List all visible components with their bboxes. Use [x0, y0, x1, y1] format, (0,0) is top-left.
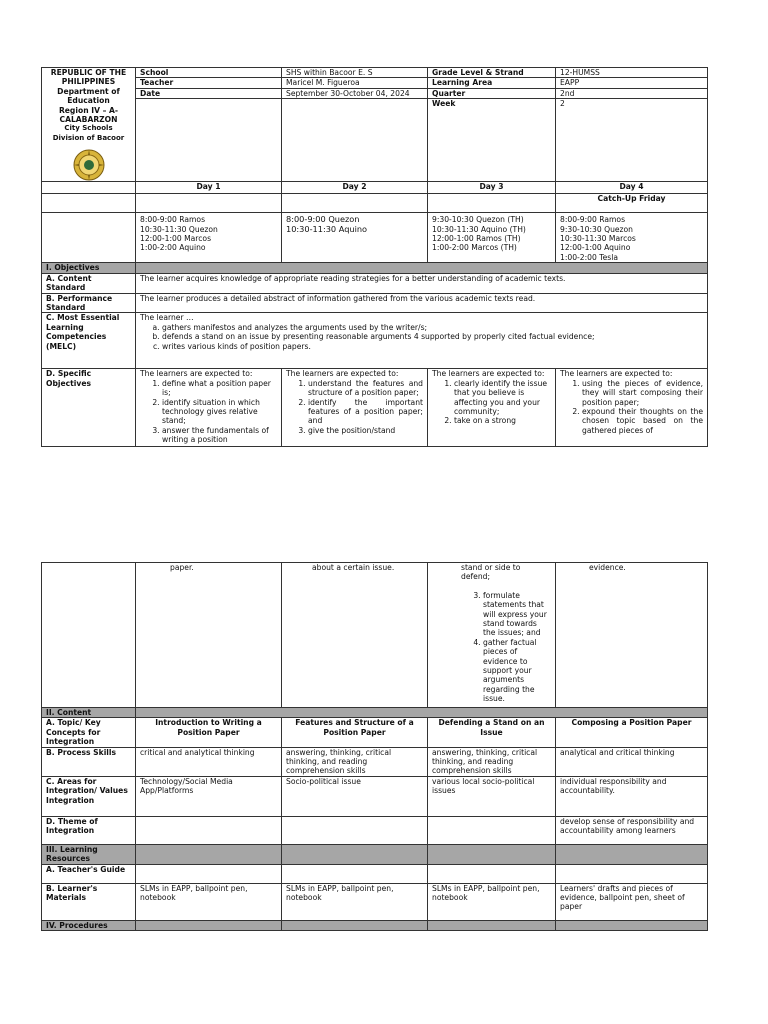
- teacher-label: Teacher: [136, 78, 282, 88]
- performance-standard-text: The learner produces a detailed abstract of information gathered from the various academic texts read.: [136, 293, 708, 313]
- schedule-entry: 10:30-11:30 Quezon: [140, 224, 218, 234]
- areas-day3: various local socio-political issues: [428, 776, 556, 816]
- schedule-entry: 8:00-9:00 Ramos: [140, 215, 206, 225]
- topic-day4: Composing a Position Paper: [556, 718, 708, 747]
- list-item: 1. understand the features and structure of a position paper;: [308, 379, 423, 398]
- continued-day2: about a certain issue.: [282, 563, 428, 708]
- teachers-guide-label: A. Teacher's Guide: [42, 864, 136, 883]
- content-standard-label: A. Content Standard: [42, 273, 136, 293]
- materials-day2: SLMs in EAPP, ballpoint pen, notebook: [282, 883, 428, 920]
- list-item: b. defends a stand on an issue by presenting reasonable arguments 4 supported by properly cited factual evidence;: [162, 332, 703, 341]
- section-objectives: I. Objectives: [42, 263, 136, 273]
- lesson-plan-table-page2: [41, 562, 708, 931]
- schedule-entry: 8:00-9:00 Quezon: [286, 214, 360, 225]
- objectives-list: [432, 379, 551, 426]
- list-item: 1. clearly identify the issue that you believe is affecting you and your community;: [454, 379, 551, 417]
- schedule-entry: 10:30-11:30 Aquino: [286, 223, 368, 234]
- areas-day1: Technology/Social Media App/Platforms: [136, 776, 282, 816]
- schedule-entry: 10:30-11:30 Marcos: [560, 234, 636, 244]
- list-item: 2. identify the important features of a position paper; and: [308, 398, 423, 426]
- school-label: School: [136, 68, 282, 78]
- list-item: c. writes various kinds of position papers.: [162, 342, 703, 351]
- list-item: 4. gather factual pieces of evidence to support your arguments regarding the issue.: [483, 638, 551, 704]
- area-label: Learning Area: [428, 78, 556, 88]
- continued-day3: [428, 563, 556, 708]
- schedule-entry: 1:00-2:00 Aquino: [140, 243, 206, 253]
- list-item: 3. formulate statements that will express your stand towards the issues; and: [483, 591, 551, 638]
- day-header-4: Day 4: [556, 182, 708, 194]
- learners-materials-label: B. Learner's Materials: [42, 883, 136, 920]
- schedule-entry: 12:00-1:00 Aquino: [560, 243, 631, 253]
- schedule-entry: 10:30-11:30 Aquino (TH): [432, 224, 526, 234]
- theme-day1: [136, 816, 282, 844]
- list-item: 1. define what a position paper is;: [162, 379, 277, 398]
- topic-label: A. Topic/ Key Concepts for Integration: [42, 718, 136, 747]
- process-day1: critical and analytical thinking: [136, 747, 282, 776]
- process-day3: answering, thinking, critical thinking, and reading comprehension skills: [428, 747, 556, 776]
- quarter-value: 2nd: [556, 88, 708, 98]
- quarter-label: Quarter: [428, 88, 556, 98]
- week-value: 2: [556, 99, 708, 182]
- schedule-entry: 9:30-10:30 Quezon: [560, 224, 633, 234]
- specific-objectives-day1: [136, 369, 282, 447]
- date-label: Date: [136, 88, 282, 98]
- division-line-2: Division of Bacoor: [52, 133, 125, 142]
- list-item: 3. give the position/stand: [308, 426, 423, 435]
- theme-integration-label: D. Theme of Integration: [42, 816, 136, 844]
- continued-day1: paper.: [136, 563, 282, 708]
- day-header-1: Day 1: [136, 182, 282, 194]
- schedule-entry: 12:00-1:00 Marcos: [140, 234, 212, 244]
- section-content: II. Content: [42, 708, 136, 718]
- deped-header-cell: [42, 68, 136, 182]
- catch-up-friday-label: Catch-Up Friday: [556, 194, 708, 213]
- objectives-intro: The learners are expected to:: [560, 369, 673, 379]
- list-item: a. gathers manifestos and analyzes the arguments used by the writer/s;: [162, 323, 703, 332]
- areas-integration-label: C. Areas for Integration/ Values Integration: [42, 776, 136, 816]
- section-procedures: IV. Procedures: [42, 920, 136, 930]
- list-item: 2. expound their thoughts on the chosen topic based on the gathered pieces of: [582, 407, 703, 435]
- lesson-plan-table-page1: [41, 67, 708, 447]
- list-item: 1. using the pieces of evidence, they will start composing their position paper;: [582, 379, 703, 407]
- org-name-1: REPUBLIC OF THE PHILIPPINES: [50, 68, 127, 87]
- schedule-day2: [282, 213, 428, 263]
- week-label: Week: [428, 99, 556, 182]
- schedule-entry: 12:00-1:00 Ramos (TH): [432, 234, 521, 244]
- topic-day3: Defending a Stand on an Issue: [428, 718, 556, 747]
- day-header-2: Day 2: [282, 182, 428, 194]
- org-name-2: Department of Education: [57, 86, 120, 106]
- objectives-intro: The learners are expected to:: [140, 369, 253, 379]
- school-value: SHS within Bacoor E. S: [282, 68, 428, 78]
- objectives-list: [286, 379, 423, 435]
- list-item: 2. take on a strong: [454, 416, 551, 425]
- theme-day2: [282, 816, 428, 844]
- schedule-entry: 1:00-2:00 Tesla: [560, 252, 618, 262]
- process-skills-label: B. Process Skills: [42, 747, 136, 776]
- schedule-entry: 9:30-10:30 Quezon (TH): [432, 215, 524, 225]
- continued-text: stand or side to defend;: [461, 563, 521, 582]
- specific-objectives-label: D. Specific Objectives: [42, 369, 136, 447]
- topic-day2: Features and Structure of a Position Paper: [282, 718, 428, 747]
- area-value: EAPP: [556, 78, 708, 88]
- melc-cell: [136, 313, 708, 369]
- melc-intro: The learner …: [140, 313, 194, 323]
- objectives-list: [461, 591, 551, 704]
- teacher-value: Maricel M. Figueroa: [282, 78, 428, 88]
- materials-day1: SLMs in EAPP, ballpoint pen, notebook: [136, 883, 282, 920]
- objectives-list: [560, 379, 703, 435]
- materials-day3: SLMs in EAPP, ballpoint pen, notebook: [428, 883, 556, 920]
- theme-day4: develop sense of responsibility and accountability among learners: [556, 816, 708, 844]
- schedule-day1: [136, 213, 282, 263]
- schedule-day4: [556, 213, 708, 263]
- section-learning-resources: III. Learning Resources: [42, 844, 136, 864]
- list-item: 2. identify situation in which technology gives relative stand;: [162, 398, 277, 426]
- objectives-intro: The learners are expected to:: [432, 369, 545, 379]
- materials-day4: Learners' drafts and pieces of evidence, ballpoint pen, sheet of paper: [556, 883, 708, 920]
- date-value: September 30-October 04, 2024: [282, 88, 428, 98]
- schedule-day3: [428, 213, 556, 263]
- day-header-3: Day 3: [428, 182, 556, 194]
- melc-label: C. Most Essential Learning Competencies (MELC): [42, 313, 136, 369]
- grade-label: Grade Level & Strand: [428, 68, 556, 78]
- objectives-intro: The learners are expected to:: [286, 369, 399, 379]
- schedule-entry: 1:00-2:00 Marcos (TH): [432, 243, 517, 253]
- specific-objectives-day4: [556, 369, 708, 447]
- division-line-1: City Schools: [64, 124, 113, 133]
- grade-value: 12-HUMSS: [556, 68, 708, 78]
- objectives-list: [140, 379, 277, 445]
- schedule-entry: 8:00-9:00 Ramos: [560, 215, 626, 225]
- continued-day4: evidence.: [556, 563, 708, 708]
- areas-day2: Socio-political issue: [282, 776, 428, 816]
- performance-standard-label: B. Performance Standard: [42, 293, 136, 313]
- melc-list: [140, 323, 703, 351]
- specific-objectives-day2: [282, 369, 428, 447]
- areas-day4: individual responsibility and accountability.: [556, 776, 708, 816]
- process-day2: answering, thinking, critical thinking, and reading comprehension skills: [282, 747, 428, 776]
- deped-seal-icon: [73, 149, 105, 181]
- topic-day1: Introduction to Writing a Position Paper: [136, 718, 282, 747]
- theme-day3: [428, 816, 556, 844]
- process-day4: analytical and critical thinking: [556, 747, 708, 776]
- list-item: 3. answer the fundamentals of writing a position: [162, 426, 277, 445]
- content-standard-text: The learner acquires knowledge of appropriate reading strategies for a better understanding of academic texts.: [136, 273, 708, 293]
- org-name-3: Region IV – A-CALABARZON: [58, 105, 119, 125]
- specific-objectives-day3: [428, 369, 556, 447]
